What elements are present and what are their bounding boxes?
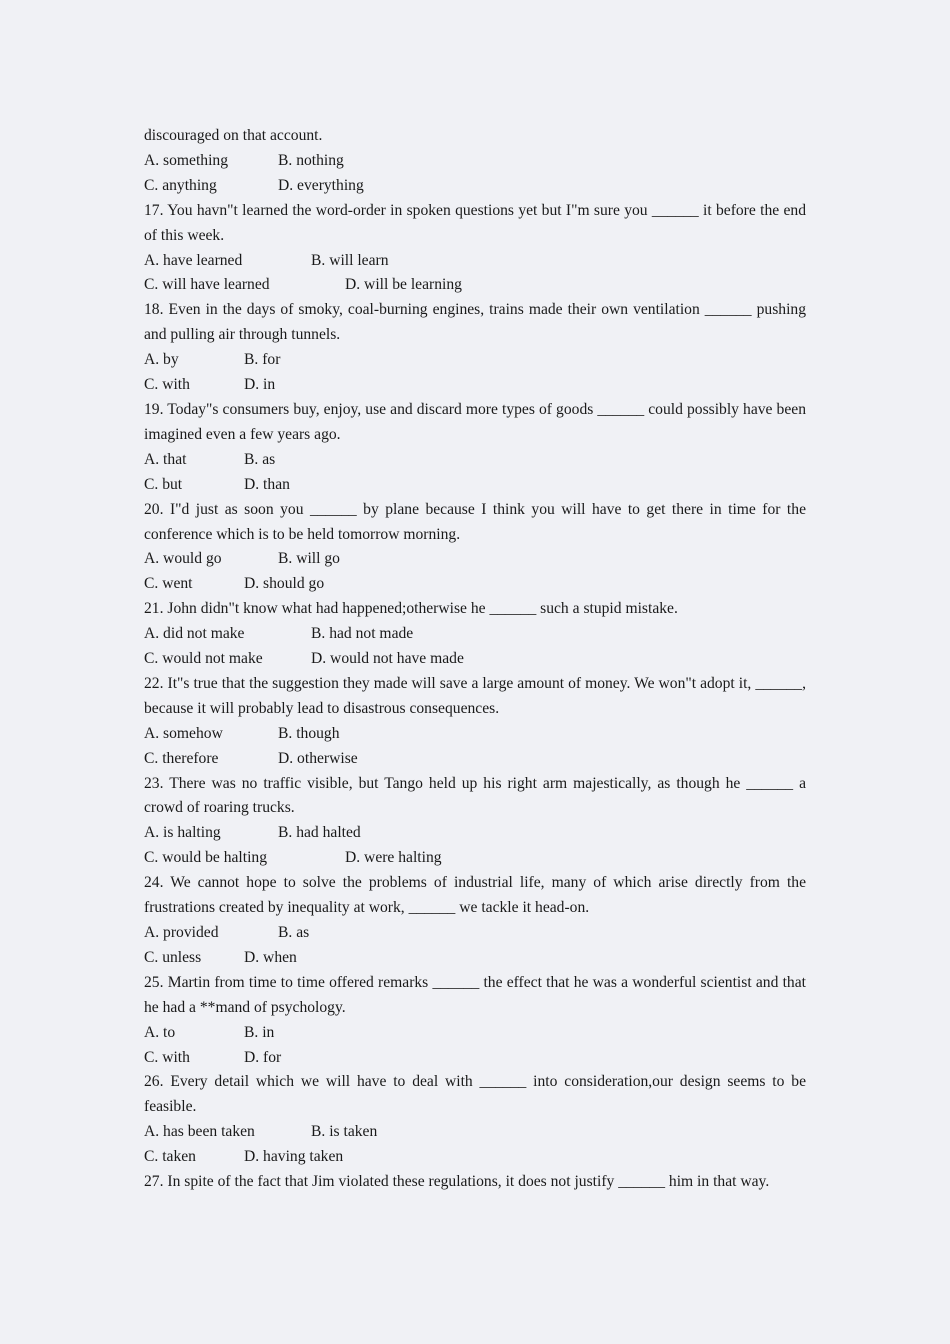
q23-option-c: C. would be halting xyxy=(144,849,268,867)
q20-stem: 20. I"d just as soon you ______ by plane because I think you will have to get there in time for the conference which is to be held tomorrow morning. xyxy=(144,500,806,543)
q21-options-row-1 xyxy=(144,622,806,647)
q19-options-row-1 xyxy=(144,448,806,473)
q20-options-row-1 xyxy=(144,547,806,572)
q19-option-c: C. but xyxy=(144,475,183,493)
q16-option-d: D. everything xyxy=(278,176,364,194)
q21-option-a: A. did not make xyxy=(144,625,245,643)
q20-options-row-2 xyxy=(144,572,806,597)
q23-option-a: A. is halting xyxy=(144,824,221,842)
q18-option-a: A. by xyxy=(144,351,179,369)
q22-option-b: B. though xyxy=(278,724,340,742)
q19-options-row-2 xyxy=(144,473,806,498)
q17-options-row-2 xyxy=(144,273,806,298)
q17-option-c: C. will have learned xyxy=(144,276,270,294)
q20-option-b: B. will go xyxy=(278,550,340,568)
q19-option-a: A. that xyxy=(144,450,187,468)
q26-option-a: A. has been taken xyxy=(144,1123,255,1141)
q23-options-row-1 xyxy=(144,821,806,846)
q24-option-d: D. when xyxy=(244,948,297,966)
q26-stem: 26. Every detail which we will have to deal with ______ into consideration,our design seems to be feasible. xyxy=(144,1073,806,1116)
q23-options-row-2 xyxy=(144,846,806,871)
q24-options-row-2 xyxy=(144,946,806,971)
q17-option-d: D. will be learning xyxy=(345,276,462,294)
q21-stem: 21. John didn"t know what had happened;otherwise he ______ such a stupid mistake. xyxy=(144,600,678,618)
q25-options-row-2 xyxy=(144,1046,806,1071)
q25-option-c: C. with xyxy=(144,1048,190,1066)
q26-options-row-2 xyxy=(144,1145,806,1170)
q25-options-row-1 xyxy=(144,1021,806,1046)
q19-option-b: B. as xyxy=(244,450,276,468)
q22-option-a: A. somehow xyxy=(144,724,223,742)
q25-option-a: A. to xyxy=(144,1023,176,1041)
q17-option-b: B. will learn xyxy=(311,251,389,269)
q24-options-row-1 xyxy=(144,921,806,946)
q16-option-b: B. nothing xyxy=(278,151,344,169)
q27-stem: 27. In spite of the fact that Jim violated these regulations, it does not justify ______ him in that way. xyxy=(144,1173,770,1191)
document-body xyxy=(144,124,806,1195)
q24-option-c: C. unless xyxy=(144,948,202,966)
q21-options-row-2 xyxy=(144,647,806,672)
q26-option-d: D. having taken xyxy=(244,1148,344,1166)
q23-option-d: D. were halting xyxy=(345,849,442,867)
q20-option-d: D. should go xyxy=(244,575,325,593)
q24-stem: 24. We cannot hope to solve the problems of industrial life, many of which arise directly from the frustrations created by inequality at work, ______ we tackle it head-on. xyxy=(144,874,806,917)
q22-option-d: D. otherwise xyxy=(278,749,358,767)
intro-text: discouraged on that account. xyxy=(144,127,323,144)
q18-options-row-1 xyxy=(144,348,806,373)
q24-option-b: B. as xyxy=(278,924,310,941)
q26-options-row-1 xyxy=(144,1120,806,1145)
q21-option-d: D. would not have made xyxy=(311,650,464,668)
q17-options-row-1 xyxy=(144,249,806,274)
q24-option-a: A. provided xyxy=(144,924,219,941)
q22-option-c: C. therefore xyxy=(144,749,219,767)
q19-option-d: D. than xyxy=(244,475,290,493)
q21-option-c: C. would not make xyxy=(144,650,263,668)
q19-stem: 19. Today"s consumers buy, enjoy, use and discard more types of goods ______ could possibly have been imagined even a few years ago. xyxy=(144,400,806,443)
q16-option-a: A. something xyxy=(144,151,229,169)
q25-option-d: D. for xyxy=(244,1048,282,1066)
q17-stem: 17. You havn"t learned the word-order in spoken questions yet but I"m sure you ______ it before the end of this week. xyxy=(144,201,806,244)
q23-option-b: B. had halted xyxy=(278,824,361,842)
q18-option-c: C. with xyxy=(144,376,190,394)
q22-options-row-2 xyxy=(144,747,806,772)
q20-option-c: C. went xyxy=(144,575,193,593)
q26-option-c: C. taken xyxy=(144,1148,196,1166)
q21-option-b: B. had not made xyxy=(311,625,414,643)
q18-options-row-2 xyxy=(144,373,806,398)
q18-stem: 18. Even in the days of smoky, coal-burning engines, trains made their own ventilation ______ pushing and pulling air through tunnels. xyxy=(144,301,806,344)
q18-option-d: D. in xyxy=(244,376,276,394)
q23-stem: 23. There was no traffic visible, but Tango held up his right arm majestically, as though he ______ a crowd of roaring trucks. xyxy=(144,774,806,817)
q20-option-a: A. would go xyxy=(144,550,222,568)
q16-option-c: C. anything xyxy=(144,176,217,194)
q17-option-a: A. have learned xyxy=(144,251,243,269)
q26-option-b: B. is taken xyxy=(311,1123,378,1141)
q22-stem: 22. It"s true that the suggestion they made will save a large amount of money. We won"t adopt it, ______, because it will probably lead to disastrous consequences. xyxy=(144,674,806,717)
q16-options-row-1 xyxy=(144,149,806,174)
q25-option-b: B. in xyxy=(244,1023,275,1041)
q16-options-row-2 xyxy=(144,174,806,199)
q18-option-b: B. for xyxy=(244,351,281,369)
q22-options-row-1 xyxy=(144,722,806,747)
q25-stem: 25. Martin from time to time offered remarks ______ the effect that he was a wonderful scientist and that he had a **mand of psychology. xyxy=(144,973,806,1016)
